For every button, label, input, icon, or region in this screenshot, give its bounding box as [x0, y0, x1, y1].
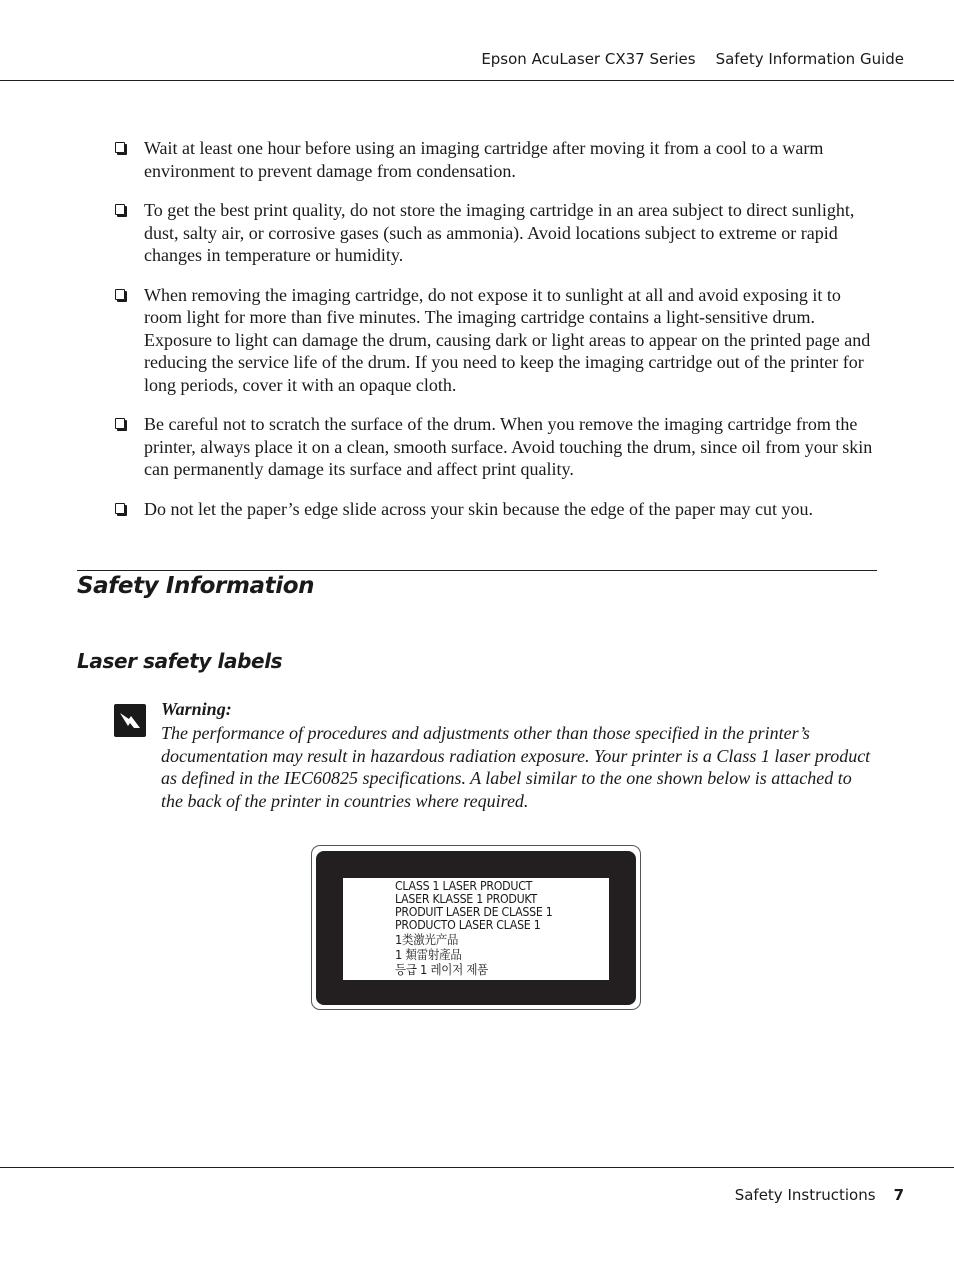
warning-lightning-icon	[114, 704, 146, 737]
laser-label-line: 1类激光产品	[395, 932, 459, 947]
header-text	[481, 50, 904, 68]
warning-body: The performance of procedures and adjustments other than those specified in the printer’s documentation may result in hazardous radiation exposure. Your printer is a Class 1 laser product as defined in the IEC60825 specifications. A label similar to the one shown below is attached to the back of the printer in countries where required.	[161, 723, 871, 811]
warning-title: Warning:	[161, 699, 232, 719]
page-number: 7	[893, 1186, 904, 1204]
subsection-title: Laser safety labels	[77, 649, 283, 673]
header-guide-title: Safety Information Guide	[715, 50, 904, 68]
list-item	[115, 413, 880, 481]
laser-label-text	[395, 880, 553, 977]
footer-section: Safety Instructions	[734, 1186, 876, 1204]
laser-label-line: PRODUCTO LASER CLASE 1	[395, 918, 541, 932]
laser-label-line: PRODUIT LASER DE CLASSE 1	[395, 905, 553, 919]
section-title: Safety Information	[77, 573, 315, 599]
laser-label-line: LASER KLASSE 1 PRODUKT	[395, 892, 538, 906]
footer-divider	[0, 1167, 954, 1168]
header-product-name: Epson AcuLaser CX37 Series	[481, 50, 696, 68]
list-item	[115, 498, 880, 521]
laser-label-line: 등급 1 레이저 제품	[395, 962, 489, 977]
list-item	[115, 137, 880, 182]
list-item	[115, 199, 880, 267]
list-item-text: Wait at least one hour before using an imaging cartridge after moving it from a cool to a warm environment to prevent damage from condensation.	[144, 138, 824, 181]
list-item	[115, 284, 880, 397]
checkbox-bullet-icon	[115, 289, 125, 300]
list-item-text: Be careful not to scratch the surface of the drum. When you remove the imaging cartridge from the printer, always place it on a clean, smooth surface. Avoid touching the drum, since oil from your skin can permanently damage its surface and affect print quality.	[144, 414, 873, 479]
list-item-text: Do not let the paper’s edge slide across your skin because the edge of the paper may cut you.	[144, 498, 813, 519]
laser-label-line: 1 類雷射產品	[395, 947, 462, 962]
checkbox-bullet-icon	[115, 503, 125, 514]
laser-label-line: CLASS 1 LASER PRODUCT	[395, 879, 533, 893]
checkbox-bullet-icon	[115, 418, 125, 429]
precaution-list	[115, 137, 880, 537]
page-footer	[735, 1186, 904, 1204]
list-item-text: To get the best print quality, do not store the imaging cartridge in an area subject to direct sunlight, dust, salty air, or corrosive gases (such as ammonia). Avoid locations subject to extreme or rapid changes in temperature or humidity.	[144, 200, 855, 265]
checkbox-bullet-icon	[115, 204, 125, 215]
list-item-text: When removing the imaging cartridge, do not expose it to sunlight at all and avoid exposing it to room light for more than five minutes. The imaging cartridge contains a light-sensitive drum. Exposure to light can damage the drum, causing dark or light areas to appear on the printed page and reducing the service life of the drum. If you need to keep the imaging cartridge out of the printer for long periods, cover it with an opaque cloth.	[144, 284, 871, 395]
checkbox-bullet-icon	[115, 142, 125, 153]
page-header	[0, 0, 954, 81]
